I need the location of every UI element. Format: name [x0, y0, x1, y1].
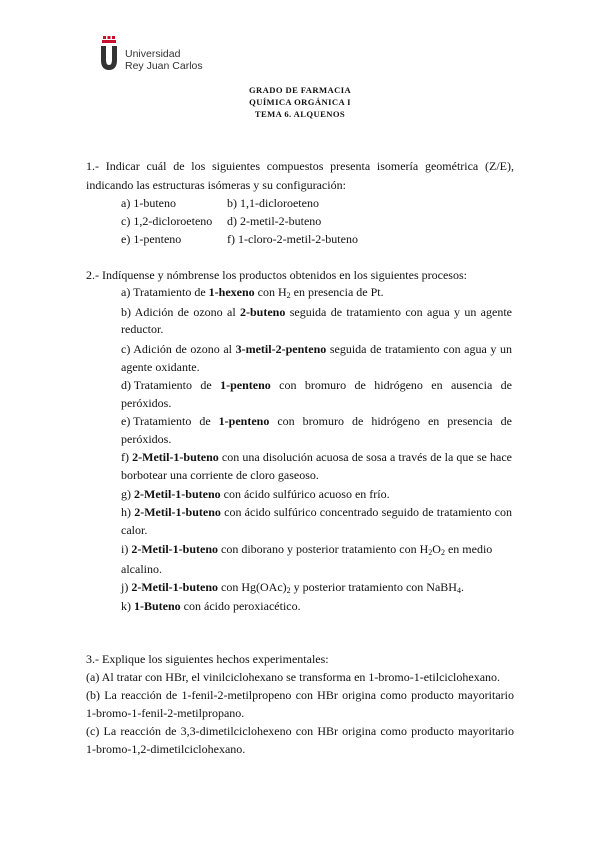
q1-option-a: a) 1-buteno — [121, 196, 176, 210]
q2-intro: 2.- Indíquense y nómbrense los productos obtenidos en los siguientes procesos: — [86, 268, 467, 282]
q3-item-c: (c) La reacción de 3,3-dimetilciclohexeno con HBr origina como producto mayoritario — [86, 724, 514, 738]
q2-item-i-line-2: alcalino. — [121, 562, 162, 576]
q2-item-h-line-2: calor. — [121, 523, 148, 537]
crown-u-icon — [99, 34, 123, 76]
q2-item-g: g) 2-Metil-1-buteno con ácido sulfúrico acuoso en frío. — [121, 487, 390, 501]
q2-item-f-line-2: borbotear una corriente de cloro gaseoso. — [121, 468, 319, 482]
course-title: QUÍMICA ORGÁNICA I — [249, 97, 351, 107]
q2-item-a: a) Tratamiento de 1-hexeno con $H_2$ en presencia de Pt. — [121, 285, 384, 300]
q2-item-c-line-2: agente oxidante. — [121, 360, 200, 374]
q2-item-b-line-2: reductor. — [121, 322, 164, 336]
q2-item-d-line-2: peróxidos. — [121, 396, 172, 410]
q2-item-i: i) 2-Metil-1-buteno con diborano y posterior tratamiento con $H_2O_2$ en medio — [121, 542, 493, 557]
q1-option-b: b) 1,1-dicloroeteno — [227, 196, 319, 210]
q1-option-f: f) 1-cloro-2-metil-2-buteno — [227, 232, 358, 246]
q1-line-1: 1.- Indicar cuál de los siguientes compuestos presenta isomería geométrica (Z/E), — [86, 159, 514, 173]
q1-option-e: e) 1-penteno — [121, 232, 182, 246]
document-header — [0, 84, 600, 120]
q1-line-2: indicando las estructuras isómeras y su configuración: — [86, 178, 346, 192]
q1-option-c: c) 1,2-dicloroeteno — [121, 214, 213, 228]
q2-item-e: e) Tratamiento de 1-penteno con bromuro de hidrógeno en presencia de — [121, 414, 512, 428]
q2-item-k: k) 1-Buteno con ácido peroxiacético. — [121, 599, 301, 613]
q2-item-f: f) 2-Metil-1-buteno con una disolución acuosa de sosa a través de la que se hace — [121, 450, 512, 464]
q2-item-j: j) 2-Metil-1-buteno con $Hg(OAc)_2$ y posterior tratamiento con NaBH$_4$. — [121, 580, 464, 595]
q3-item-b-line-2: 1-bromo-1-fenil-2-metilpropano. — [86, 706, 245, 720]
q3-item-b: (b) La reacción de 1-fenil-2-metilpropeno con HBr origina como producto mayoritario — [86, 688, 514, 702]
q2-item-h: h) 2-Metil-1-buteno con ácido sulfúrico concentrado seguido de tratamiento con — [121, 505, 512, 519]
logo-line-1: Universidad — [125, 48, 181, 60]
q2-item-e-line-2: peróxidos. — [121, 432, 172, 446]
q3-item-c-line-2: 1-bromo-1,2-dimetilciclohexano. — [86, 742, 246, 756]
logo-line-2: Rey Juan Carlos — [125, 60, 203, 72]
q1-option-d: d) 2-metil-2-buteno — [227, 214, 322, 228]
q3-intro: 3.- Explique los siguientes hechos experimentales: — [86, 652, 329, 666]
q2-item-b: b) Adición de ozono al 2-buteno seguida de tratamiento con agua y un agente — [121, 305, 512, 319]
degree-title: GRADO DE FARMACIA — [248, 85, 352, 95]
university-logo — [99, 34, 209, 76]
logo-text — [125, 48, 203, 72]
q3-item-a: (a) Al tratar con HBr, el vinilciclohexano se transforma en 1-bromo-1-etilciclohexano. — [86, 670, 501, 684]
q2-item-c: c) Adición de ozono al 3-metil-2-penteno seguida de tratamiento con agua y un — [121, 342, 512, 356]
q2-item-d: d) Tratamiento de 1-penteno con bromuro de hidrógeno en ausencia de — [121, 378, 512, 392]
topic-title: TEMA 6. ALQUENOS — [254, 109, 346, 119]
